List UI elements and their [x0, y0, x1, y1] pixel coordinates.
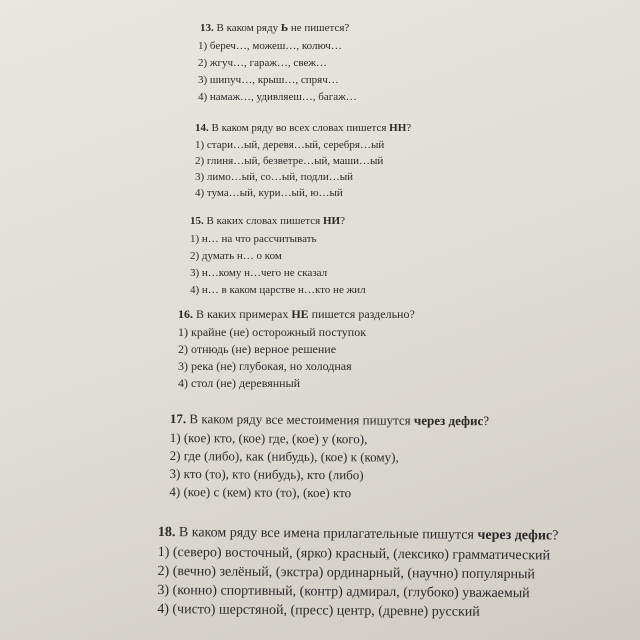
- title-bold: НН: [389, 122, 407, 134]
- answer-option-3: 3) кто (то), кто (нибудь), кто (либо): [169, 465, 364, 483]
- answer-option-3: 3) (конно) спортивный, (контр) адмирал, (глубоко) уважаемый: [157, 582, 530, 602]
- question-number: 14.: [195, 122, 209, 134]
- title-bold: Ь: [280, 22, 289, 34]
- question-title: [178, 306, 415, 323]
- answer-option-4: 4) (кое) с (кем) кто (то), (кое) кто: [169, 483, 352, 501]
- question-number: 16.: [178, 307, 193, 321]
- answer-option-4: 4) тума…ый, кури…ый, ю…ый: [195, 187, 343, 199]
- answer-option-2: 2) отнюдь (не) верное решение: [178, 342, 337, 356]
- title-text: В каком ряду во всех словах пишется: [211, 122, 387, 134]
- question-title: [170, 410, 489, 430]
- title-text: В каком ряду все местоимения пишутся: [189, 411, 411, 428]
- answer-option-2: 2) жгуч…, гараж…, свеж…: [198, 57, 327, 69]
- title-text: ?: [552, 528, 559, 544]
- question-number: 15.: [190, 215, 204, 227]
- answer-option-4: 4) н… в каком царстве н…кто не жил: [190, 284, 366, 296]
- question-title: [190, 213, 366, 230]
- answer-option-2: 2) глиня…ый, безветре…ый, маши…ый: [195, 155, 384, 167]
- question-14: [195, 120, 411, 201]
- title-bold: НИ: [322, 215, 341, 227]
- question-number: 13.: [200, 22, 214, 34]
- answer-option-3: 3) лимо…ый, со…ый, подли…ый: [195, 171, 354, 183]
- title-text: В каком ряду все имена прилагательные пишутся: [178, 525, 475, 543]
- answer-option-2: 2) где (либо), как (нибудь), (кое) к (кому),: [169, 447, 399, 465]
- question-15: [190, 213, 366, 299]
- answer-option-4: 4) (чисто) шерстяной, (пресс) центр, (древне) русский: [157, 601, 480, 620]
- question-number: 17.: [169, 410, 187, 427]
- title-text: не пишется?: [290, 22, 350, 34]
- answer-option-1: 1) стари…ый, деревя…ый, серебря…ый: [195, 139, 385, 151]
- question-title: [158, 523, 559, 545]
- title-text: В каких примерах: [196, 307, 289, 321]
- question-18: [157, 523, 558, 622]
- question-title: [195, 120, 411, 136]
- question-title: [200, 20, 357, 37]
- title-bold: через дефис: [413, 412, 484, 429]
- title-text: ?: [483, 413, 490, 429]
- question-13: [200, 20, 357, 106]
- answer-option-2: 2) (вечно) зелёный, (экстра) ординарный, (научно) популярный: [157, 563, 535, 583]
- answer-option-3: 3) шипуч…, крыш…, спряч…: [198, 74, 339, 86]
- answer-option-1: 1) (северо) восточный, (ярко) красный, (лексико) грамматический: [157, 544, 551, 564]
- answer-option-1: 1) (кое) кто, (кое) где, (кое) у (кого),: [169, 429, 368, 447]
- answer-option-1: 1) н… на что рассчитывать: [190, 233, 317, 245]
- title-text: В каком ряду: [216, 22, 279, 34]
- title-bold: НЕ: [291, 307, 309, 321]
- title-text: пишется раздельно?: [311, 307, 415, 321]
- answer-option-3: 3) река (не) глубокая, но холодная: [178, 359, 352, 373]
- title-bold: через дефис: [477, 527, 553, 544]
- question-number: 18.: [157, 524, 176, 541]
- answer-option-1: 1) береч…, можеш…, колюч…: [198, 40, 342, 52]
- title-text: ?: [340, 215, 345, 227]
- question-17: [169, 410, 489, 503]
- answer-option-4: 4) намаж…, удивляеш…, багаж…: [198, 91, 357, 103]
- answer-option-4: 4) стол (не) деревянный: [178, 376, 301, 390]
- answer-option-2: 2) думать н… о ком: [190, 250, 282, 262]
- title-text: В каких словах пишется: [206, 215, 321, 227]
- question-16: [178, 306, 415, 392]
- answer-option-1: 1) крайне (не) осторожный поступок: [178, 325, 367, 339]
- answer-option-3: 3) н…кому н…чего не сказал: [190, 267, 328, 279]
- title-text: ?: [406, 122, 412, 134]
